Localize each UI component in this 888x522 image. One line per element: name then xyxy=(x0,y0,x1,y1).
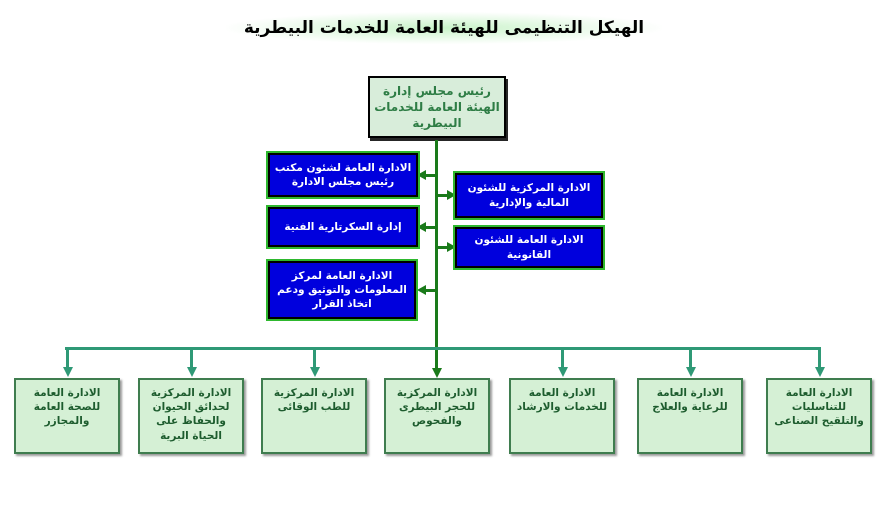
connector-left-2-arrowhead xyxy=(417,222,426,232)
node-legal-affairs xyxy=(455,227,603,268)
node-label: الادارة العامة للرعاية والعلاج xyxy=(652,387,728,414)
node-chairman xyxy=(368,76,506,138)
connector-drop-7 xyxy=(818,347,821,367)
node-label: الادارة العامة للصحة العامة والمجازر xyxy=(33,387,101,428)
connector-drop-6 xyxy=(689,347,692,367)
connector-left-1 xyxy=(425,174,437,177)
node-chairman-office-affairs xyxy=(268,153,418,197)
node-care-treatment xyxy=(637,378,743,454)
connector-drop-3-arrowhead xyxy=(310,367,320,377)
node-services-guidance xyxy=(509,378,615,454)
node-technical-secretariat xyxy=(268,207,418,247)
node-reproduction-artificial-insemination xyxy=(766,378,872,454)
node-label: الادارة العامة للخدمات والارشاد xyxy=(516,387,608,414)
connector-drop-5-arrowhead xyxy=(558,367,568,377)
node-label: إدارة السكرتارية الفنية xyxy=(284,220,402,233)
page-title xyxy=(0,12,888,44)
page-title-text: الهيكل التنظيمى للهيئة العامة للخدمات البيطرية xyxy=(226,12,662,44)
node-label: الادارة المركزية للشئون المالية والإدارية xyxy=(467,182,591,209)
node-chairman-label: رئيس مجلس إدارة الهيئة العامة للخدمات البيطرية xyxy=(374,83,500,131)
node-label: الادارة المركزية للحجر البيطرى والفحوص xyxy=(396,387,478,428)
connector-drop-1-arrowhead xyxy=(63,367,73,377)
connector-trunk-arrowhead xyxy=(432,368,442,378)
connector-drop-5 xyxy=(561,347,564,367)
node-information-center xyxy=(268,261,416,319)
node-zoos-wildlife xyxy=(138,378,244,454)
node-label: الادارة العامة لشئون مكتب رئيس مجلس الادارة xyxy=(274,161,412,188)
connector-left-2 xyxy=(425,226,437,229)
node-preventive-medicine xyxy=(261,378,367,454)
node-label: الادارة العامة للتناسليات والتلقيح الصناعى xyxy=(774,387,864,428)
node-label: الادارة المركزية لحدائق الحيوان والحفاظ على الحياة البرية xyxy=(150,387,232,442)
connector-distribution xyxy=(65,347,821,350)
connector-drop-2 xyxy=(190,347,193,367)
node-label: الادارة العامة لمركز المعلومات والتوثيق ودعم اتخاذ القرار xyxy=(277,269,407,311)
node-public-health-slaughterhouses xyxy=(14,378,120,454)
connector-left-3-arrowhead xyxy=(417,285,426,295)
connector-drop-6-arrowhead xyxy=(686,367,696,377)
node-label: الادارة المركزية للطب الوقائى xyxy=(273,387,355,414)
node-label: الادارة العامة للشئون القانونية xyxy=(474,234,584,261)
node-financial-admin-affairs xyxy=(455,173,603,218)
connector-drop-2-arrowhead xyxy=(187,367,197,377)
connector-left-3 xyxy=(425,289,437,292)
connector-left-1-arrowhead xyxy=(417,170,426,180)
connector-drop-7-arrowhead xyxy=(815,367,825,377)
connector-drop-3 xyxy=(313,347,316,367)
connector-drop-1 xyxy=(66,347,69,367)
node-veterinary-quarantine xyxy=(384,378,490,454)
